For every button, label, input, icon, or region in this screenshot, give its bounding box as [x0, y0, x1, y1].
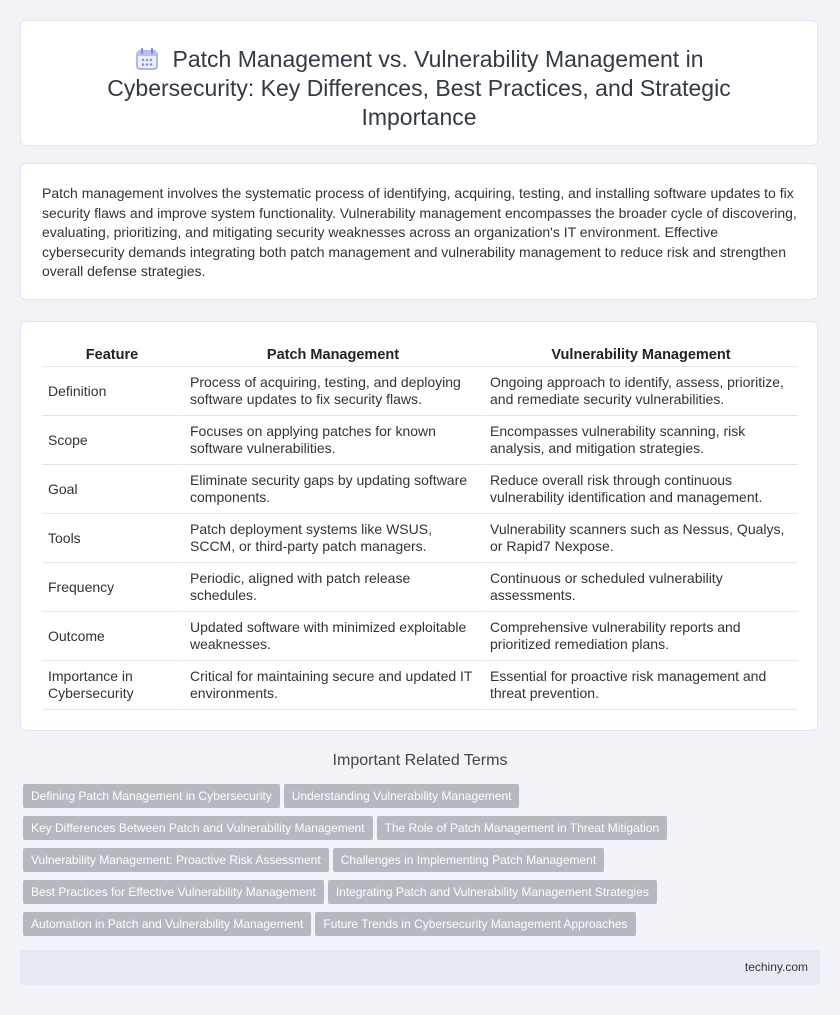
cell-patch: Updated software with minimized exploitable weaknesses.	[182, 612, 482, 661]
related-term-tag[interactable]: The Role of Patch Management in Threat Mitigation	[377, 816, 668, 840]
comparison-table-card	[20, 321, 818, 731]
title-card	[20, 20, 818, 146]
page-title	[61, 45, 777, 132]
table-row	[42, 661, 798, 710]
cell-feature: Frequency	[42, 563, 182, 612]
table-row	[42, 465, 798, 514]
table-row	[42, 514, 798, 563]
page-title-text: Patch Management vs. Vulnerability Management in Cybersecurity: Key Differences, Best Practices, and Strategic Importance	[107, 46, 731, 130]
table-row	[42, 563, 798, 612]
related-term-tag[interactable]: Automation in Patch and Vulnerability Management	[23, 912, 311, 936]
cell-feature: Importance in Cybersecurity	[42, 661, 182, 710]
tag-row	[23, 784, 813, 816]
table-row	[42, 416, 798, 465]
header-patch-management: Patch Management	[182, 342, 482, 367]
table-row	[42, 367, 798, 416]
related-terms-heading: Important Related Terms	[332, 752, 508, 769]
related-term-tag[interactable]: Future Trends in Cybersecurity Management Approaches	[315, 912, 635, 936]
related-term-tag[interactable]: Understanding Vulnerability Management	[284, 784, 520, 808]
cell-vulnerability: Continuous or scheduled vulnerability assessments.	[482, 563, 798, 612]
cell-patch: Periodic, aligned with patch release schedules.	[182, 563, 482, 612]
comparison-table	[42, 342, 798, 710]
cell-patch: Process of acquiring, testing, and deploying software updates to fix security flaws.	[182, 367, 482, 416]
related-term-tag[interactable]: Best Practices for Effective Vulnerability Management	[23, 880, 324, 904]
table-header-row	[42, 342, 798, 367]
cell-patch: Critical for maintaining secure and updated IT environments.	[182, 661, 482, 710]
related-terms-list	[23, 784, 813, 944]
cell-vulnerability: Essential for proactive risk management and threat prevention.	[482, 661, 798, 710]
cell-feature: Tools	[42, 514, 182, 563]
calendar-icon	[135, 48, 159, 70]
header-vulnerability-management: Vulnerability Management	[482, 342, 798, 367]
cell-feature: Definition	[42, 367, 182, 416]
footer	[20, 950, 820, 985]
cell-vulnerability: Encompasses vulnerability scanning, risk analysis, and mitigation strategies.	[482, 416, 798, 465]
tag-row	[23, 880, 813, 912]
cell-vulnerability: Ongoing approach to identify, assess, prioritize, and remediate security vulnerabilities.	[482, 367, 798, 416]
tag-row	[23, 848, 813, 880]
table-row	[42, 612, 798, 661]
footer-site-link[interactable]: techiny.com	[744, 960, 808, 974]
tag-row	[23, 912, 813, 944]
intro-paragraph: Patch management involves the systematic process of identifying, acquiring, testing, and installing software updates to fix security flaws and improve system functionality. Vulnerability management encompasses the broader cycle of discovering, evaluating, prioritizing, and mitigating security weaknesses across an organization's IT environment. Effective cybersecurity demands integrating both patch management and vulnerability management to reduce risk and strengthen overall defense strategies.	[42, 185, 797, 279]
related-term-tag[interactable]: Vulnerability Management: Proactive Risk Assessment	[23, 848, 329, 872]
related-term-tag[interactable]: Defining Patch Management in Cybersecurity	[23, 784, 280, 808]
cell-patch: Eliminate security gaps by updating software components.	[182, 465, 482, 514]
cell-feature: Scope	[42, 416, 182, 465]
header-feature: Feature	[42, 342, 182, 367]
cell-patch: Focuses on applying patches for known software vulnerabilities.	[182, 416, 482, 465]
cell-vulnerability: Vulnerability scanners such as Nessus, Qualys, or Rapid7 Nexpose.	[482, 514, 798, 563]
related-term-tag[interactable]: Key Differences Between Patch and Vulnerability Management	[23, 816, 373, 840]
cell-feature: Outcome	[42, 612, 182, 661]
cell-feature: Goal	[42, 465, 182, 514]
cell-vulnerability: Comprehensive vulnerability reports and prioritized remediation plans.	[482, 612, 798, 661]
cell-patch: Patch deployment systems like WSUS, SCCM, or third-party patch managers.	[182, 514, 482, 563]
cell-vulnerability: Reduce overall risk through continuous vulnerability identification and management.	[482, 465, 798, 514]
intro-card	[20, 163, 818, 300]
related-term-tag[interactable]: Integrating Patch and Vulnerability Management Strategies	[328, 880, 657, 904]
related-term-tag[interactable]: Challenges in Implementing Patch Management	[333, 848, 604, 872]
tag-row	[23, 816, 813, 848]
